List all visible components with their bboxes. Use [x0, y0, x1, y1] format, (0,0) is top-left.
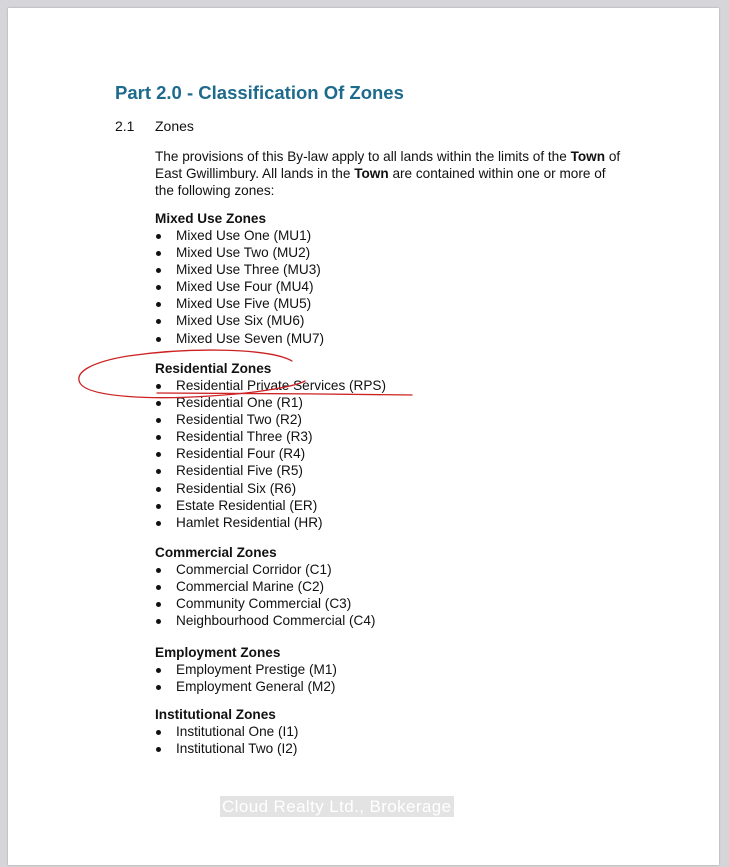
zone-group-mixed-use	[155, 210, 324, 347]
group-title: Employment Zones	[155, 645, 281, 660]
list-item: Estate Residential (ER)	[155, 497, 386, 514]
zone-list	[155, 377, 386, 531]
section-title: Zones	[155, 118, 194, 134]
list-item: Commercial Corridor (C1)	[155, 561, 375, 578]
group-title: Commercial Zones	[155, 545, 277, 560]
list-item: Residential Two (R2)	[155, 411, 386, 428]
list-item: Commercial Marine (C2)	[155, 578, 375, 595]
zone-group-institutional	[155, 706, 298, 757]
list-item: Mixed Use Four (MU4)	[155, 278, 324, 295]
group-title: Residential Zones	[155, 361, 272, 376]
list-item: Mixed Use One (MU1)	[155, 227, 324, 244]
page-heading: Part 2.0 - Classification Of Zones	[115, 82, 404, 103]
list-item: Institutional One (I1)	[155, 723, 298, 740]
list-item: Neighbourhood Commercial (C4)	[155, 612, 375, 629]
list-item: Residential One (R1)	[155, 394, 386, 411]
list-item: Residential Private Services (RPS)	[155, 377, 386, 394]
zone-list	[155, 227, 324, 347]
list-item: Residential Five (R5)	[155, 462, 386, 479]
section-number: 2.1	[115, 118, 135, 134]
list-item: Mixed Use Seven (MU7)	[155, 330, 324, 347]
group-title: Institutional Zones	[155, 707, 276, 722]
list-item: Mixed Use Six (MU6)	[155, 312, 324, 329]
zone-group-residential	[155, 360, 386, 531]
list-item: Community Commercial (C3)	[155, 595, 375, 612]
list-item: Mixed Use Five (MU5)	[155, 295, 324, 312]
list-item: Residential Six (R6)	[155, 480, 386, 497]
list-item: Employment General (M2)	[155, 678, 337, 695]
zone-list	[155, 723, 298, 757]
list-item: Mixed Use Three (MU3)	[155, 261, 324, 278]
zone-list	[155, 561, 375, 629]
list-item: Residential Four (R4)	[155, 445, 386, 462]
group-title: Mixed Use Zones	[155, 211, 267, 226]
list-item: Residential Three (R3)	[155, 428, 386, 445]
zone-group-employment	[155, 644, 337, 695]
list-item: Hamlet Residential (HR)	[155, 514, 386, 531]
watermark: Cloud Realty Ltd., Brokerage	[222, 797, 452, 816]
zone-list	[155, 661, 337, 695]
list-item: Mixed Use Two (MU2)	[155, 244, 324, 261]
list-item: Institutional Two (I2)	[155, 740, 298, 757]
document-page	[8, 8, 719, 865]
list-item: Employment Prestige (M1)	[155, 661, 337, 678]
zone-group-commercial	[155, 544, 375, 629]
intro-paragraph: The provisions of this By-law apply to all lands within the limits of the Town of East Gwillimbury. All lands in the Town are contained within one or more of the following zones:	[155, 149, 621, 198]
